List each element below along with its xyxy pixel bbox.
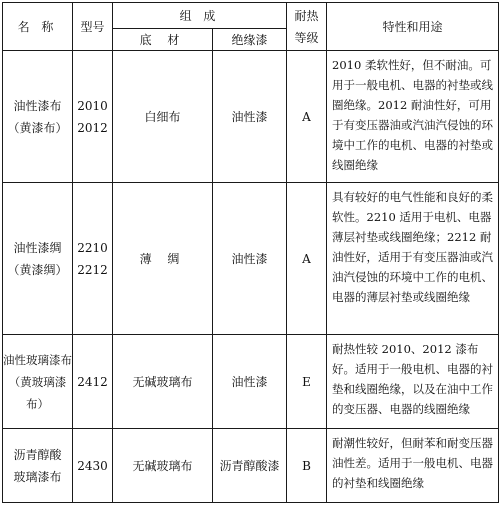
cell-varnish: 油性漆 bbox=[213, 51, 287, 183]
header-heat-grade-line2: 等级 bbox=[294, 30, 319, 45]
cell-base: 无碱玻璃布 bbox=[113, 335, 213, 429]
cell-desc: 2010 柔软性好，但不耐油。可用于一般电机、电器的衬垫或线圈绝缘。2012 耐油性好，可用于有变压器油或汽油汽侵蚀的环境中工作的电机、电器的衬垫或线圈绝缘 bbox=[327, 51, 499, 183]
cell-name bbox=[3, 335, 73, 429]
name-line1: 沥青醇酸 bbox=[13, 447, 62, 462]
cell-varnish: 沥青醇酸漆 bbox=[213, 429, 287, 503]
model-line1: 2010 bbox=[77, 98, 108, 113]
name-line2: （黄漆绸） bbox=[7, 262, 68, 277]
cell-base: 无碱玻璃布 bbox=[113, 429, 213, 503]
table-row bbox=[3, 335, 499, 429]
cell-model bbox=[73, 429, 113, 503]
cell-grade: B bbox=[287, 429, 327, 503]
name-line1: 油性漆绸 bbox=[13, 240, 62, 255]
cell-base: 白细布 bbox=[113, 51, 213, 183]
model-line2: 2212 bbox=[77, 262, 108, 277]
table-row bbox=[3, 51, 499, 183]
header-varnish: 绝缘漆 bbox=[213, 29, 287, 51]
name-line1: 油性漆布 bbox=[13, 98, 62, 113]
cell-grade: A bbox=[287, 183, 327, 335]
name-line1: 油性玻璃漆布 bbox=[3, 352, 72, 367]
cell-varnish: 油性漆 bbox=[213, 335, 287, 429]
model-line2: 2012 bbox=[77, 120, 108, 135]
cell-desc: 耐热性较 2010、2012 漆布好。适用于一般电机、电器的衬垫和线圈绝缘，以及在油中工作的变压器、电器的线圈绝缘 bbox=[327, 335, 499, 429]
cell-desc: 耐潮性较好，但耐苯和耐变压器油性差。适用于一般电机、电器的衬垫和线圈绝缘 bbox=[327, 429, 499, 503]
cell-grade: E bbox=[287, 335, 327, 429]
table-row bbox=[3, 429, 499, 503]
header-name: 名 称 bbox=[3, 3, 73, 51]
header-base: 底 材 bbox=[113, 29, 213, 51]
cell-grade: A bbox=[287, 51, 327, 183]
model-line1: 2210 bbox=[77, 240, 108, 255]
cell-name bbox=[3, 429, 73, 503]
name-line2: 玻璃漆布 bbox=[13, 469, 62, 484]
name-line2: （黄玻璃漆布） bbox=[8, 374, 67, 411]
cell-base: 薄 绸 bbox=[113, 183, 213, 335]
name-line2: （黄漆布） bbox=[7, 120, 68, 135]
cell-name bbox=[3, 183, 73, 335]
cell-model bbox=[73, 183, 113, 335]
model-line1: 2430 bbox=[77, 458, 108, 473]
header-composition: 组 成 bbox=[113, 3, 287, 29]
header-properties: 特性和用途 bbox=[327, 3, 499, 51]
insulation-varnished-cloth-table bbox=[2, 2, 499, 503]
cell-name bbox=[3, 51, 73, 183]
table-row bbox=[3, 183, 499, 335]
header-heat-grade bbox=[287, 3, 327, 51]
cell-model bbox=[73, 51, 113, 183]
cell-varnish: 油性漆 bbox=[213, 183, 287, 335]
header-model: 型号 bbox=[73, 3, 113, 51]
model-line1: 2412 bbox=[77, 374, 108, 389]
header-heat-grade-line1: 耐热 bbox=[294, 8, 319, 23]
cell-model bbox=[73, 335, 113, 429]
cell-desc: 具有较好的电气性能和良好的柔软性。2210 适用于电机、电器薄层衬垫或线圈绝缘；2212 耐油性好，适用于有变压器油或汽油汽侵蚀的环境中工作的电机、电器的薄层衬垫或线圈绝缘 bbox=[327, 183, 499, 335]
